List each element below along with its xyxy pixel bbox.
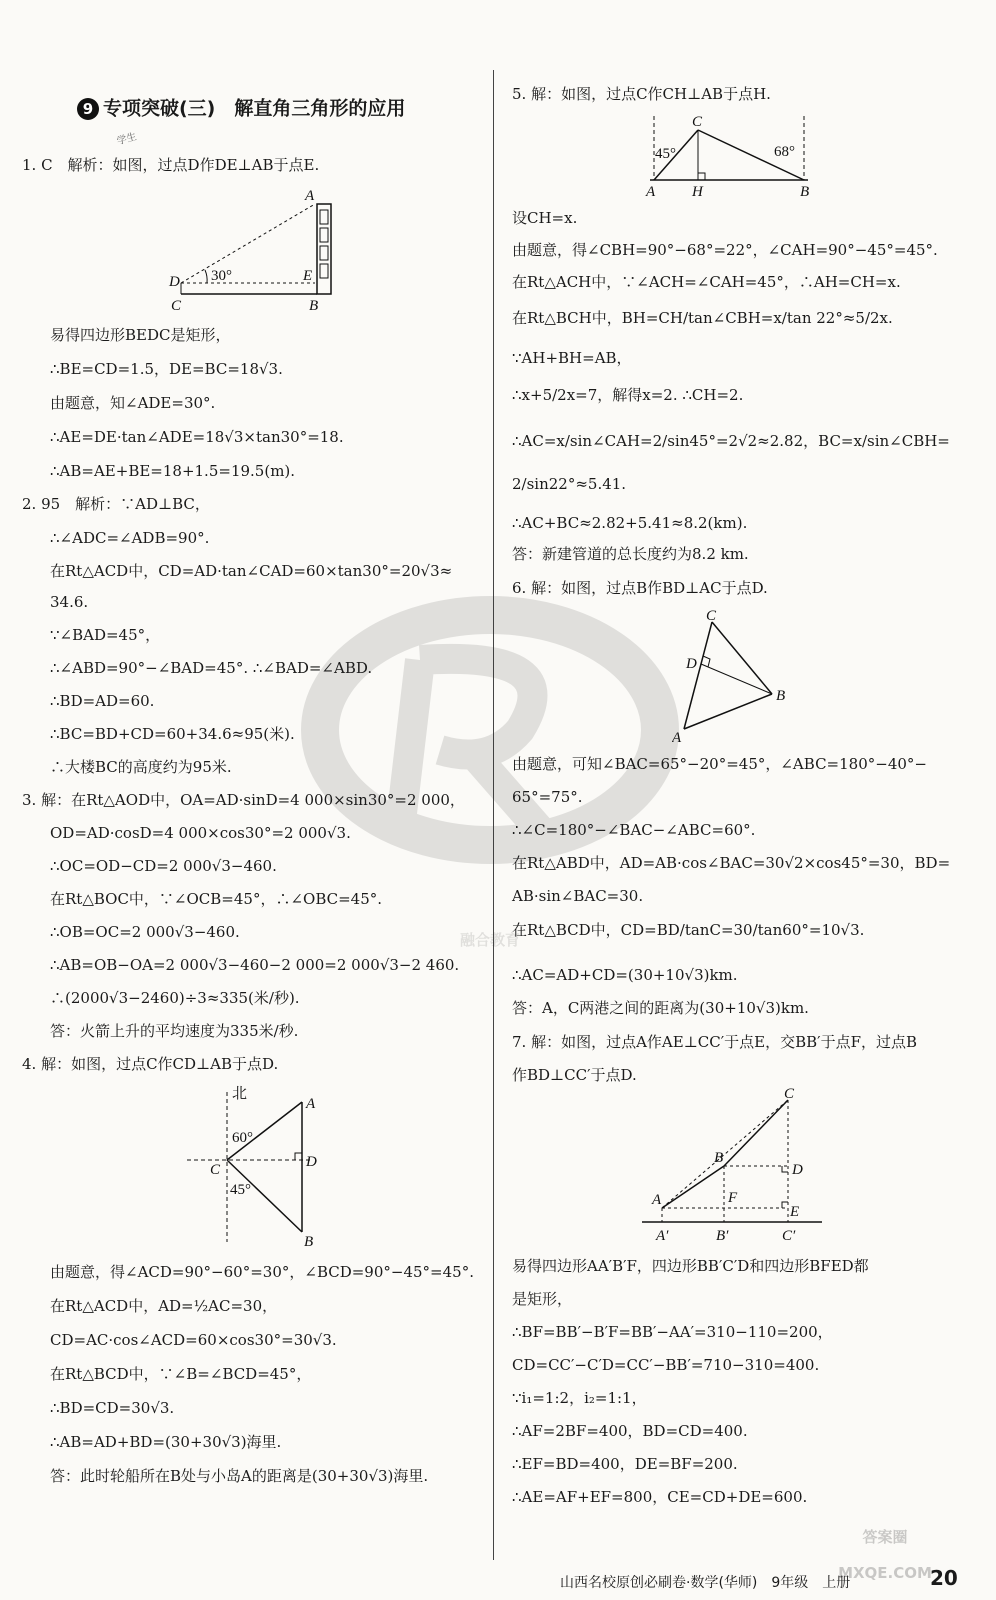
point-label: A: [305, 188, 315, 204]
text-line: 7. 解：如图，过点A作AE⊥CC′于点E，交BB′于点F，过点B: [512, 1033, 917, 1051]
text-line: ∵∠BAD=45°，: [50, 626, 161, 644]
text-line: ∴∠C=180°−∠BAC−∠ABC=60°.: [512, 821, 756, 839]
figure-7: [632, 1086, 832, 1246]
text-line: ∴(2000√3−2460)÷3≈335(米/秒).: [50, 989, 300, 1007]
text-line: 答：A，C两港之间的距离为(30+10√3)km.: [512, 999, 809, 1017]
text-line: 2/sin22°≈5.41.: [512, 475, 627, 493]
section-title: [77, 98, 405, 120]
text-line: 由题意，得∠CBH=90°−68°=22°，∠CAH=90°−45°=45°.: [512, 241, 938, 259]
text-line: ∵i₁=1:2，i₂=1:1，: [512, 1389, 647, 1407]
point-label: A: [646, 184, 656, 198]
text-line: 5. 解：如图，过点C作CH⊥AB于点H.: [512, 85, 771, 103]
text-line: 4. 解：如图，过点C作CD⊥AB于点D.: [22, 1055, 279, 1073]
point-label: C: [784, 1086, 795, 1102]
point-label: C′: [782, 1228, 796, 1244]
text-line: 在Rt△BCD中，∵∠B=∠BCD=45°，: [50, 1365, 312, 1383]
point-label: B′: [716, 1228, 729, 1244]
point-label: D: [306, 1154, 317, 1170]
text-line: ∴BE=CD=1.5，DE=BC=18√3.: [50, 360, 283, 378]
figure-5: [640, 108, 820, 198]
angle-label: 68°: [774, 144, 795, 160]
point-label: B: [776, 688, 786, 704]
text-line: ∴x+5/2x=7，解得x=2. ∴CH=2.: [512, 386, 744, 404]
point-label: C: [171, 298, 182, 314]
text-line: 2. 95 解析：∵AD⊥BC，: [22, 495, 210, 513]
text-line: ∴OC=OD−CD=2 000√3−460.: [50, 857, 277, 875]
text-line: ∴BD=CD=30√3.: [50, 1399, 175, 1417]
text-line: ∴∠ABD=90°−∠BAD=45°. ∴∠BAD=∠ABD.: [50, 659, 373, 677]
point-label: D: [686, 656, 697, 672]
angle-label: 45°: [655, 146, 676, 162]
text-line: CD=AC·cos∠ACD=60×cos30°=30√3.: [50, 1331, 337, 1349]
text-line: ∵AH+BH=AB，: [512, 349, 632, 367]
text-line: 在Rt△ACH中，∵∠ACH=∠CAH=45°，∴AH=CH=x.: [512, 273, 901, 291]
point-label: D: [792, 1162, 803, 1178]
text-line: ∴AC+BC≈2.82+5.41≈8.2(km).: [512, 514, 748, 532]
text-line: OD=AD·cosD=4 000×cos30°=2 000√3.: [50, 824, 351, 842]
text-line: ∴AC=AD+CD=(30+10√3)km.: [512, 966, 738, 984]
text-line: 设CH=x.: [512, 209, 578, 227]
angle-label: 45°: [230, 1182, 251, 1198]
text-line: 由题意，可知∠BAC=65°−20°=45°，∠ABC=180°−40°−: [512, 755, 927, 773]
point-label: E: [790, 1204, 800, 1220]
text-line: ∴∠ADC=∠ADB=90°.: [50, 529, 210, 547]
point-label: D: [169, 274, 180, 290]
page-number: 20: [930, 1566, 958, 1590]
text-line: ∴AE=AF+EF=800，CE=CD+DE=600.: [512, 1488, 808, 1506]
text-line: ∴BC=BD+CD=60+34.6≈95(米).: [50, 725, 295, 743]
text-line: ∴AE=DE·tan∠ADE=18√3×tan30°=18.: [50, 428, 344, 446]
text-line: 由题意，得∠ACD=90°−60°=30°，∠BCD=90°−45°=45°.: [50, 1263, 474, 1281]
text-line: 6. 解：如图，过点B作BD⊥AC于点D.: [512, 579, 768, 597]
figure-6: [672, 604, 792, 744]
text-line: 在Rt△ABD中，AD=AB·cos∠BAC=30√2×cos45°=30，BD=: [512, 854, 951, 872]
watermark-text: 融合教育: [459, 931, 521, 949]
angle-label: 60°: [232, 1130, 253, 1146]
text-line: ∴AC=x/sin∠CAH=2/sin45°=2√2≈2.82，BC=x/sin∠CBH=: [512, 432, 950, 450]
text-line: 1. C 解析：如图，过点D作DE⊥AB于点E.: [22, 156, 320, 174]
text-line: 在Rt△ACD中，CD=AD·tan∠CAD=60×tan30°=20√3≈: [50, 562, 453, 580]
point-label: B: [309, 298, 319, 314]
point-label: C: [706, 608, 717, 624]
text-line: 在Rt△BCD中，CD=BD/tanC=30/tan60°=10√3.: [512, 921, 865, 939]
section-badge: 9: [77, 98, 99, 120]
point-label: E: [303, 268, 313, 284]
point-label: A′: [656, 1228, 669, 1244]
page-footer: 山西名校原创必刷卷·数学(华师) 9年级 上册: [560, 1575, 851, 1591]
text-line: 答：火箭上升的平均速度为335米/秒.: [50, 1022, 299, 1040]
angle-label: 30°: [211, 268, 232, 284]
text-line: 答：此时轮船所在B处与小岛A的距离是(30+30√3)海里.: [50, 1467, 429, 1485]
text-line: ∴BD=AD=60.: [50, 692, 155, 710]
point-label: B: [714, 1150, 724, 1166]
text-line: 由题意，知∠ADE=30°.: [50, 394, 216, 412]
text-line: 在Rt△BCH中，BH=CH/tan∠CBH=x/tan 22°≈5/2x.: [512, 309, 893, 327]
point-label: C: [692, 114, 703, 130]
text-line: AB·sin∠BAC=30.: [512, 887, 644, 905]
point-label: A: [672, 730, 682, 744]
north-label: 北: [232, 1084, 248, 1102]
corner-watermark-url: MXQE.COM: [838, 1564, 932, 1582]
text-line: CD=CC′−C′D=CC′−BB′=710−310=400.: [512, 1356, 820, 1374]
figure-1: [167, 186, 367, 314]
text-line: 易得四边形AA′B′F，四边形BB′C′D和四边形BFED都: [512, 1257, 869, 1275]
text-line: ∴AB=OB−OA=2 000√3−460−2 000=2 000√3−2 460.: [50, 956, 460, 974]
text-line: ∴EF=BD=400，DE=BF=200.: [512, 1455, 738, 1473]
section-title-text: 专项突破(三) 解直角三角形的应用: [103, 97, 406, 120]
text-line: ∴AB=AE+BE=18+1.5=19.5(m).: [50, 462, 296, 480]
text-line: 3. 解：在Rt△AOD中，OA=AD·sinD=4 000×sin30°=2 000，: [22, 791, 465, 809]
point-label: F: [728, 1190, 738, 1206]
text-line: ∴AF=2BF=400，BD=CD=400.: [512, 1422, 748, 1440]
corner-watermark-title: 答案圈: [862, 1528, 908, 1546]
point-label: A: [306, 1096, 316, 1112]
point-label: C: [210, 1162, 221, 1178]
text-line: 作BD⊥CC′于点D.: [512, 1066, 637, 1084]
text-line: 是矩形，: [512, 1290, 573, 1308]
point-label: A: [652, 1192, 662, 1208]
point-label: H: [692, 184, 703, 198]
text-line: 易得四边形BEDC是矩形，: [50, 326, 231, 344]
text-line: 答：新建管道的总长度约为8.2 km.: [512, 545, 749, 563]
watermark-logo: [290, 590, 690, 970]
text-line: ∴AB=AD+BD=(30+30√3)海里.: [50, 1433, 282, 1451]
point-label: B: [800, 184, 810, 198]
text-line: ∴OB=OC=2 000√3−460.: [50, 923, 240, 941]
text-line: 34.6.: [50, 593, 89, 611]
text-line: ∴BF=BB′−B′F=BB′−AA′=310−110=200，: [512, 1323, 833, 1341]
stamp: 学生: [115, 131, 138, 148]
text-line: 在Rt△BOC中，∵∠OCB=45°，∴∠OBC=45°.: [50, 890, 383, 908]
text-line: ∴大楼BC的高度约为95米.: [50, 758, 232, 776]
figure-4: [182, 1082, 342, 1252]
point-label: B: [304, 1234, 314, 1250]
text-line: 在Rt△ACD中，AD=½AC=30，: [50, 1297, 278, 1315]
text-line: 65°=75°.: [512, 788, 583, 806]
